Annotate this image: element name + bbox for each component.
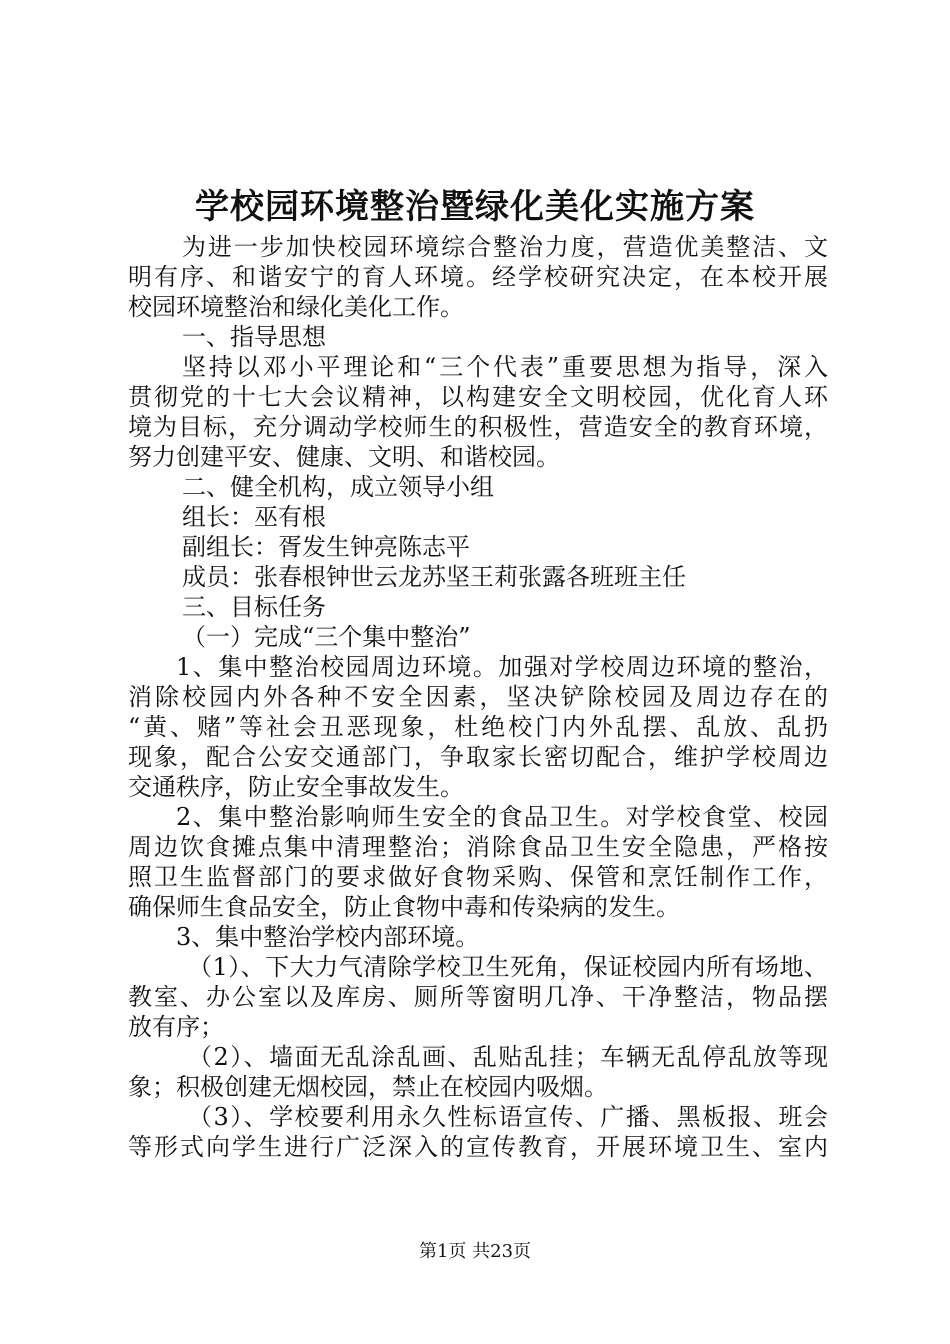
text-line: 现象，配合公安交通部门，争取家长密切配合，维护学校周边 (128, 743, 828, 771)
text-line: 3、集中整治学校内部环境。 (176, 923, 480, 951)
text-line: 境为目标，充分调动学校师生的积极性，营造安全的教育环境， (128, 413, 828, 441)
section-heading: 三、目标任务 (182, 593, 326, 621)
text-line: （2）、墙面无乱涂乱画、乱贴乱挂；车辆无乱停乱放等现 (188, 1043, 828, 1071)
text-line: 象；积极创建无烟校园，禁止在校园内吸烟。 (128, 1073, 608, 1101)
text-line: 校园环境整治和绿化美化工作。 (128, 293, 464, 321)
page-number-footer: 第1页 共23页 (418, 1241, 532, 1262)
text-line: 坚持以邓小平理论和“三个代表”重要思想为指导，深入 (182, 353, 828, 381)
text-line: 贯彻党的十七大会议精神，以构建安全文明校园，优化育人环 (128, 383, 828, 411)
text-line: 等形式向学生进行广泛深入的宣传教育，开展环境卫生、室内 (128, 1133, 828, 1161)
text-line: 放有序； (128, 1013, 224, 1041)
text-line: 确保师生食品安全，防止食物中毒和传染病的发生。 (128, 893, 680, 921)
document-body (128, 232, 828, 1162)
subsection-heading: （一）完成“三个集中整治” (182, 623, 471, 651)
text-line: （3）、学校要利用永久性标语宣传、广播、黑板报、班会 (188, 1103, 828, 1131)
text-line: 组长：巫有根 (182, 503, 326, 531)
text-line: 周边饮食摊点集中清理整治；消除食品卫生安全隐患，严格按 (128, 833, 828, 861)
text-line: 教室、办公室以及库房、厕所等窗明几净、干净整洁，物品摆 (128, 983, 828, 1011)
section-heading: 一、指导思想 (182, 323, 326, 351)
text-line: “黄、赌”等社会丑恶现象，杜绝校门内外乱摆、乱放、乱扔 (128, 713, 828, 741)
section-heading: 二、健全机构，成立领导小组 (182, 473, 494, 501)
text-line: 2、集中整治影响师生安全的食品卫生。对学校食堂、校园 (176, 803, 828, 831)
document-title: 学校园环境整治暨绿化美化实施方案 (195, 187, 755, 227)
text-line: 努力创建平安、健康、文明、和谐校园。 (128, 443, 560, 471)
text-line: 副组长：胥发生钟亮陈志平 (182, 533, 470, 561)
text-line: 消除校园内外各种不安全因素，坚决铲除校园及周边存在的 (128, 683, 828, 711)
text-line: 照卫生监督部门的要求做好食物采购、保管和烹饪制作工作， (128, 863, 828, 891)
text-line: （1）、下大力气清除学校卫生死角，保证校园内所有场地、 (188, 953, 828, 981)
text-line: 成员：张春根钟世云龙苏坚王莉张露各班班主任 (182, 563, 686, 591)
text-line: 为进一步加快校园环境综合整治力度，营造优美整洁、文 (182, 233, 828, 261)
text-line: 明有序、和谐安宁的育人环境。经学校研究决定，在本校开展 (128, 263, 828, 291)
text-line: 1、集中整治校园周边环境。加强对学校周边环境的整治， (176, 653, 828, 681)
text-line: 交通秩序，防止安全事故发生。 (128, 773, 464, 801)
